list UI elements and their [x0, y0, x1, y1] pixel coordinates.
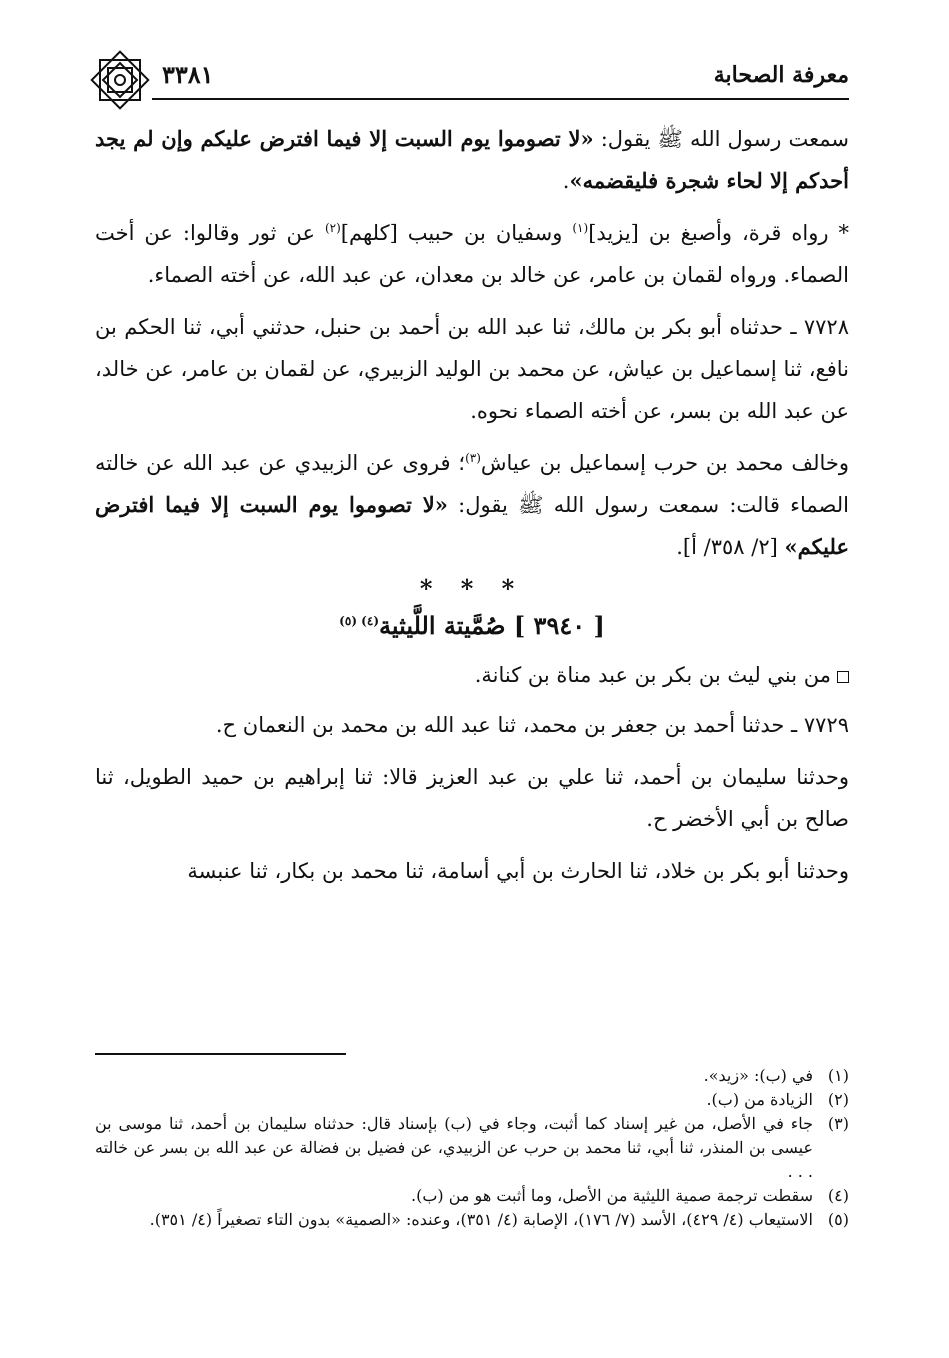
footnote-ref-2: (٢) — [324, 221, 341, 235]
paragraph-7: وحدثنا سليمان بن أحمد، ثنا علي بن عبد العزيز قالا: ثنا إبراهيم بن حميد الطويل، ثنا صالح بن أبي الأخضر ح. — [95, 765, 849, 831]
page-number: ٣٣٨١ — [162, 60, 214, 89]
paragraph-2-part-b: وسفيان بن حبيب [كلهم] — [340, 221, 573, 245]
hadith-text-bold-2: «لا تصوموا يوم السبت إلا فيما افترض عليكم» — [95, 492, 849, 559]
footnotes — [95, 1064, 849, 1232]
page-body — [95, 118, 849, 892]
paragraph-4-part-b: ؛ فروى عن الزبيدي عن عبد الله عن خالته الصماء قالت: سمعت رسول الله ﷺ يقول: — [95, 451, 849, 517]
paragraph-1-end: . — [562, 169, 570, 193]
running-title: معرفة الصحابة — [713, 62, 849, 88]
page-header — [88, 56, 849, 104]
footnote-number: (٥) — [827, 1210, 849, 1229]
entry-heading-title: [ ٣٩٤٠ ] صُمَّيتة اللَّيثية — [379, 611, 605, 640]
footnote-rule — [95, 1053, 346, 1055]
paragraph-2-part-a: * رواه قرة، وأصبغ بن [يزيد] — [588, 221, 849, 245]
paragraph-4-part-a: وخالف محمد بن حرب إسماعيل بن عياش — [480, 451, 849, 475]
footnote-ref-3: (٣) — [465, 451, 481, 465]
footnote-ref-4-5: (٤) (٥) — [339, 614, 379, 628]
square-bullet-icon — [837, 671, 849, 683]
footnote-number: (٢) — [827, 1090, 849, 1109]
footnote — [95, 1184, 849, 1208]
paragraph-1-intro: سمعت رسول الله ﷺ يقول: — [593, 127, 849, 151]
hadith-7728: ٧٧٢٨ ـ حدثناه أبو بكر بن مالك، ثنا عبد الله بن أحمد بن حنبل، حدثني أبي، ثنا الحكم بن نافع، ثنا إسماعيل بن عياش، عن محمد بن الوليد الزبيري، عن لقمان بن عامر، عن خالد، عن عبد الله بن بسر، عن أخته الصماء نحوه. — [95, 315, 849, 423]
header-rule — [152, 98, 849, 100]
entry-heading — [95, 611, 849, 640]
footnote-text: في (ب): «زيد». — [703, 1066, 813, 1085]
footnote-text: سقطت ترجمة صمية الليثية من الأصل، وما أثبت هو من (ب). — [411, 1186, 813, 1205]
footnote-text: جاء في الأصل، من غير إسناد كما أثبت، وجاء في (ب) بإسناد قال: حدثناه سليمان بن أحمد، ثنا موسى بن عيسى بن المنذر، ثنا أبي، ثنا محمد بن حرب عن الزبيدي، عن فضيل بن فضالة عن عبد الله بن بسر عن خالته . . . — [95, 1114, 814, 1181]
footnote — [95, 1112, 849, 1184]
footnote-number: (٤) — [827, 1186, 849, 1205]
octagonal-star-ornament-icon — [88, 48, 152, 112]
footnote-number: (٣) — [827, 1114, 849, 1133]
hadith-text-bold: «لا تصوموا يوم السبت إلا فيما افترض عليكم وإن لم يجد أحدكم إلا لحاء شجرة فليقضمه» — [95, 126, 849, 193]
tribe-text: من بني ليث بن بكر بن عبد مناة بن كنانة. — [474, 663, 831, 687]
paragraph-4-ref: [٢/ ٣٥٨/ أ]. — [676, 535, 785, 559]
footnote-number: (١) — [827, 1066, 849, 1085]
paragraph-8: وحدثنا أبو بكر بن خلاد، ثنا الحارث بن أبي أسامة، ثنا محمد بن بكار، ثنا عنبسة — [187, 859, 849, 883]
hadith-7729: ٧٧٢٩ ـ حدثنا أحمد بن جعفر بن محمد، ثنا عبد الله بن محمد بن النعمان ح. — [215, 713, 849, 737]
paragraph-1 — [95, 118, 849, 202]
paragraph-4 — [95, 442, 849, 568]
paragraph-2-part-c: عن ثور وقالوا: عن أخت الصماء. ورواه لقمان بن عامر، عن خالد بن معدان، عن عبد الله، عن أخته الصماء. — [95, 221, 849, 287]
footnote-text: الزيادة من (ب). — [706, 1090, 813, 1109]
footnote-ref-1: (١) — [572, 221, 589, 235]
footnote-text: الاستيعاب (٤/ ٤٢٩)، الأسد (٧/ ١٧٦)، الإصابة (٤/ ٣٥١)، وعنده: «الصمية» بدون التاء تصغيراً (٤/ ٣٥١). — [149, 1210, 813, 1229]
footnote — [95, 1208, 849, 1232]
footnote — [95, 1064, 849, 1088]
paragraph-2 — [95, 212, 849, 296]
footnote — [95, 1088, 849, 1112]
section-separator: * * * — [419, 574, 525, 603]
tribe-line — [95, 654, 849, 696]
